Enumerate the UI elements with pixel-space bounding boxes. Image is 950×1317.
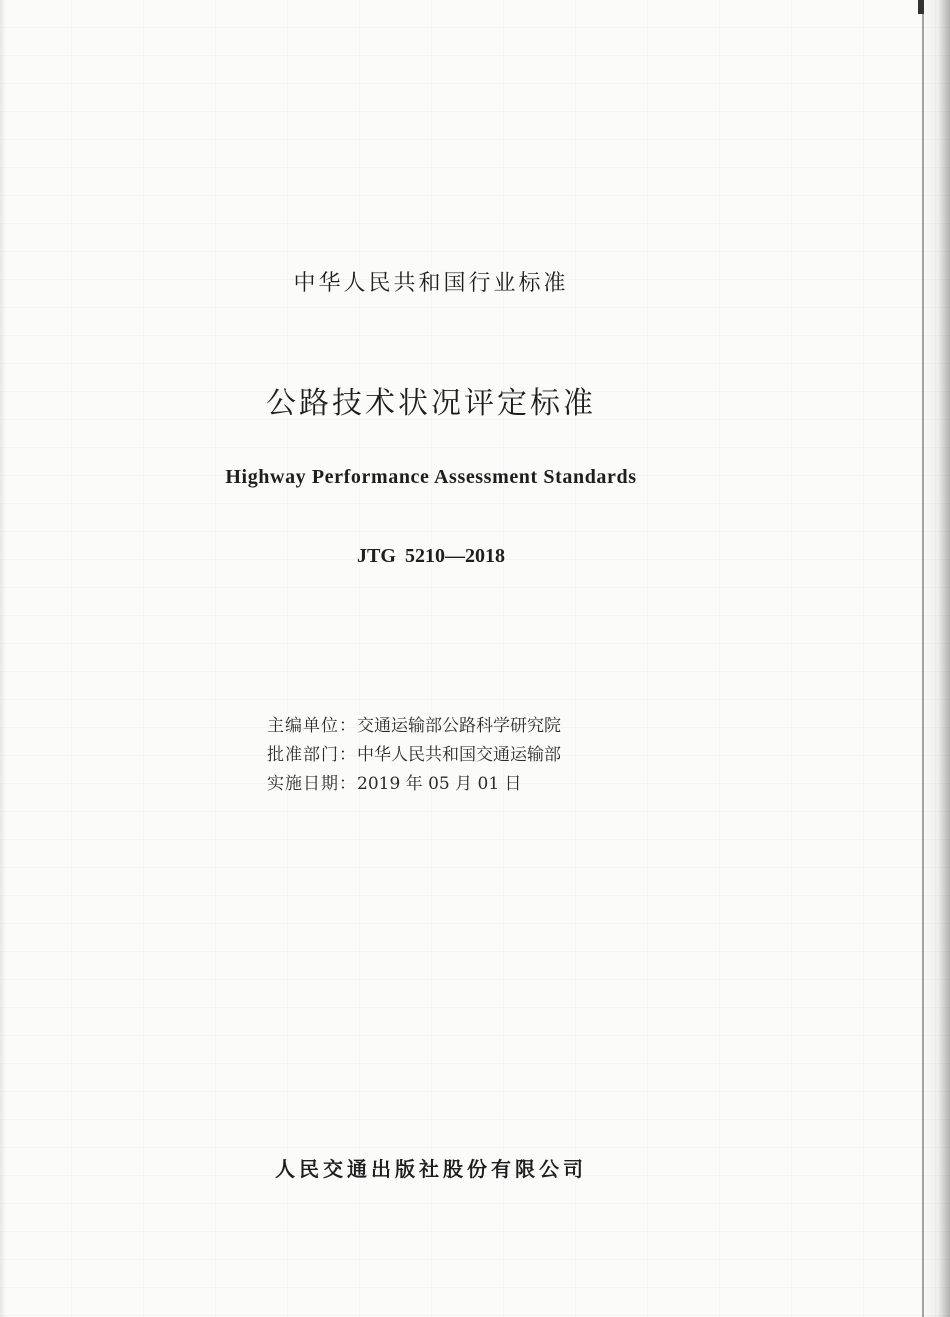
right-edge-line [922,0,924,1317]
left-edge-shadow [0,0,6,1317]
standard-code: JTG 5210—2018 [357,545,505,567]
english-title: Highway Performance Assessment Standards [225,466,637,488]
right-edge-shadow [920,0,950,1317]
info-row-editor [267,712,561,741]
info-label: 主编单位： [267,716,357,736]
info-row-effective-date [267,770,561,799]
info-label: 批准部门： [267,745,357,765]
info-label: 实施日期： [267,774,357,794]
info-value: 交通运输部公路科学研究院 [357,716,561,736]
info-row-approver [267,741,561,770]
corner-mark [918,0,924,14]
publisher: 人民交通出版社股份有限公司 [275,1157,587,1181]
info-value: 中华人民共和国交通运输部 [357,745,561,765]
chinese-title: 公路技术状况评定标准 [266,386,596,421]
info-block [267,712,561,799]
industry-standard-heading: 中华人民共和国行业标准 [293,271,569,296]
info-value: 2019 年 05 月 01 日 [357,774,522,794]
